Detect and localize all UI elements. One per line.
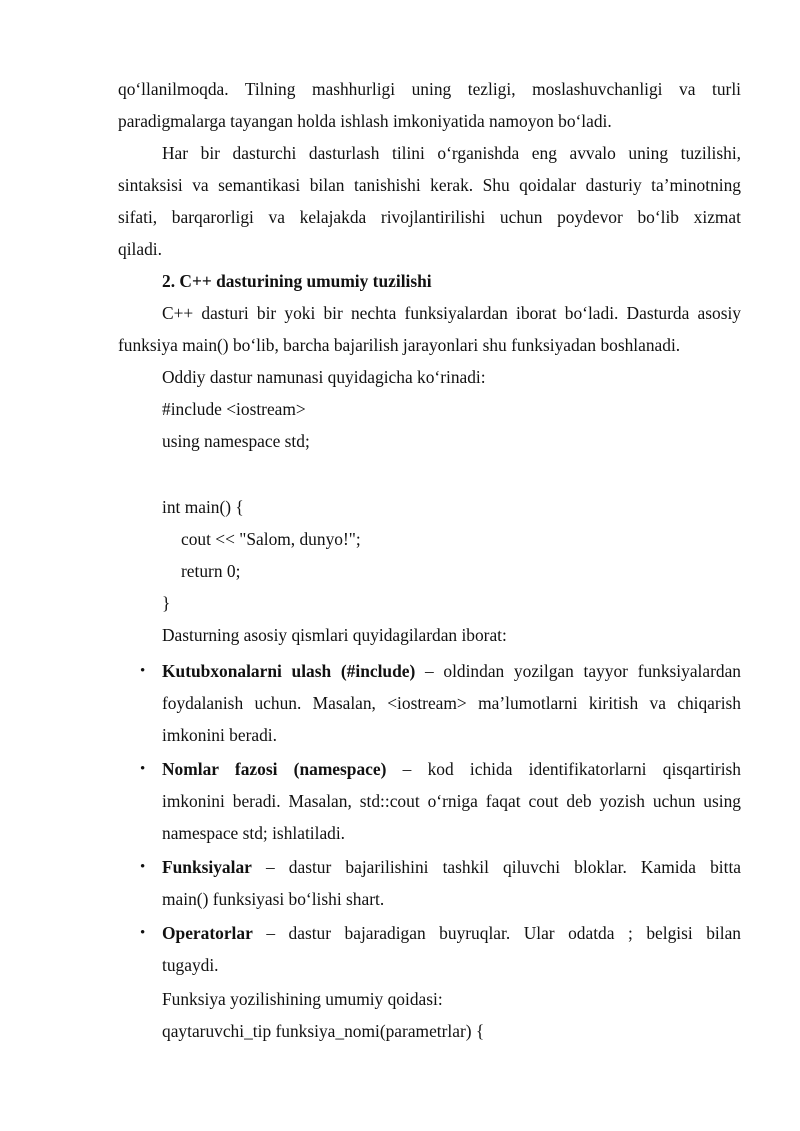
bullet-3-line-1 bbox=[162, 856, 741, 878]
bullet-2-text: – kod ichida identifikatorlarni qisqartirish bbox=[386, 759, 741, 779]
bullet-icon: • bbox=[140, 925, 146, 941]
example-intro: Oddiy dastur namunasi quyidagicha ko‘rinadi: bbox=[162, 367, 486, 387]
code-line-5: return 0; bbox=[181, 561, 241, 581]
bullet-3-text: – dastur bajarilishini tashkil qiluvchi bloklar. Kamida bitta bbox=[251, 857, 741, 877]
code-line-3: int main() { bbox=[162, 497, 244, 517]
paragraph-2-line-2: sintaksisi va semantikasi bilan tanishishi kerak. Shu qoidalar dasturiy ta’minotning bbox=[118, 175, 741, 195]
code-line-4: cout << "Salom, dunyo!"; bbox=[181, 529, 361, 549]
bullet-icon: • bbox=[140, 859, 146, 875]
paragraph-2-line-3: sifati, barqarorligi va kelajakda rivojlantirilishi uchun poydevor bo‘lib xizmat bbox=[118, 207, 741, 227]
bullet-1-term: Kutubxonalarni ulash (#include) bbox=[162, 661, 416, 681]
bullet-1-line-1 bbox=[162, 660, 741, 682]
bullet-4-term: Operatorlar bbox=[162, 923, 253, 943]
section-heading: 2. C++ dasturining umumiy tuzilishi bbox=[162, 271, 432, 291]
bullet-1-line-2: foydalanish uchun. Masalan, <iostream> ma’lumotlarni kiritish va chiqarish bbox=[162, 693, 741, 713]
parts-intro: Dasturning asosiy qismlari quyidagilardan iborat: bbox=[162, 625, 507, 645]
bullet-1-line-3: imkonini beradi. bbox=[162, 725, 277, 745]
paragraph-1-line-1: qo‘llanilmoqda. Tilning mashhurligi uning tezligi, moslashuvchanligi va turli bbox=[118, 79, 741, 99]
rule-intro: Funksiya yozilishining umumiy qoidasi: bbox=[162, 989, 443, 1009]
paragraph-2-line-1: Har bir dasturchi dasturlash tilini o‘rganishda eng avvalo uning tuzilishi, bbox=[162, 143, 741, 163]
paragraph-2-line-4: qiladi. bbox=[118, 239, 162, 259]
bullet-icon: • bbox=[140, 663, 146, 679]
bullet-2-line-3: namespace std; ishlatiladi. bbox=[162, 823, 346, 843]
bullet-icon: • bbox=[140, 761, 146, 777]
bullet-4-line-2: tugaydi. bbox=[162, 955, 219, 975]
code-line-1: #include <iostream> bbox=[162, 399, 306, 419]
paragraph-3-line-1: C++ dasturi bir yoki bir nechta funksiyalardan iborat bo‘ladi. Dasturda asosiy bbox=[162, 303, 741, 323]
bullet-4-line-1 bbox=[162, 922, 741, 944]
paragraph-3-line-2: funksiya main() bo‘lib, barcha bajarilish jarayonlari shu funksiyadan boshlanadi. bbox=[118, 335, 681, 355]
bullet-2-line-1 bbox=[162, 758, 741, 780]
bullet-3-term: Funksiyalar bbox=[162, 857, 252, 877]
code-line-2: using namespace std; bbox=[162, 431, 310, 451]
bullet-4-text: – dastur bajaradigan buyruqlar. Ular odatda ; belgisi bilan bbox=[252, 923, 741, 943]
rule-code-line: qaytaruvchi_tip funksiya_nomi(parametrlar) { bbox=[162, 1021, 485, 1041]
code-line-6: } bbox=[162, 593, 171, 613]
bullet-1-text: – oldindan yozilgan tayyor funksiyalardan bbox=[415, 661, 741, 681]
bullet-3-line-2: main() funksiyasi bo‘lishi shart. bbox=[162, 889, 385, 909]
bullet-2-line-2: imkonini beradi. Masalan, std::cout o‘rniga faqat cout deb yozish uchun using bbox=[162, 791, 741, 811]
paragraph-1-line-2: paradigmalarga tayangan holda ishlash imkoniyatida namoyon bo‘ladi. bbox=[118, 111, 612, 131]
bullet-2-term: Nomlar fazosi (namespace) bbox=[162, 759, 387, 779]
